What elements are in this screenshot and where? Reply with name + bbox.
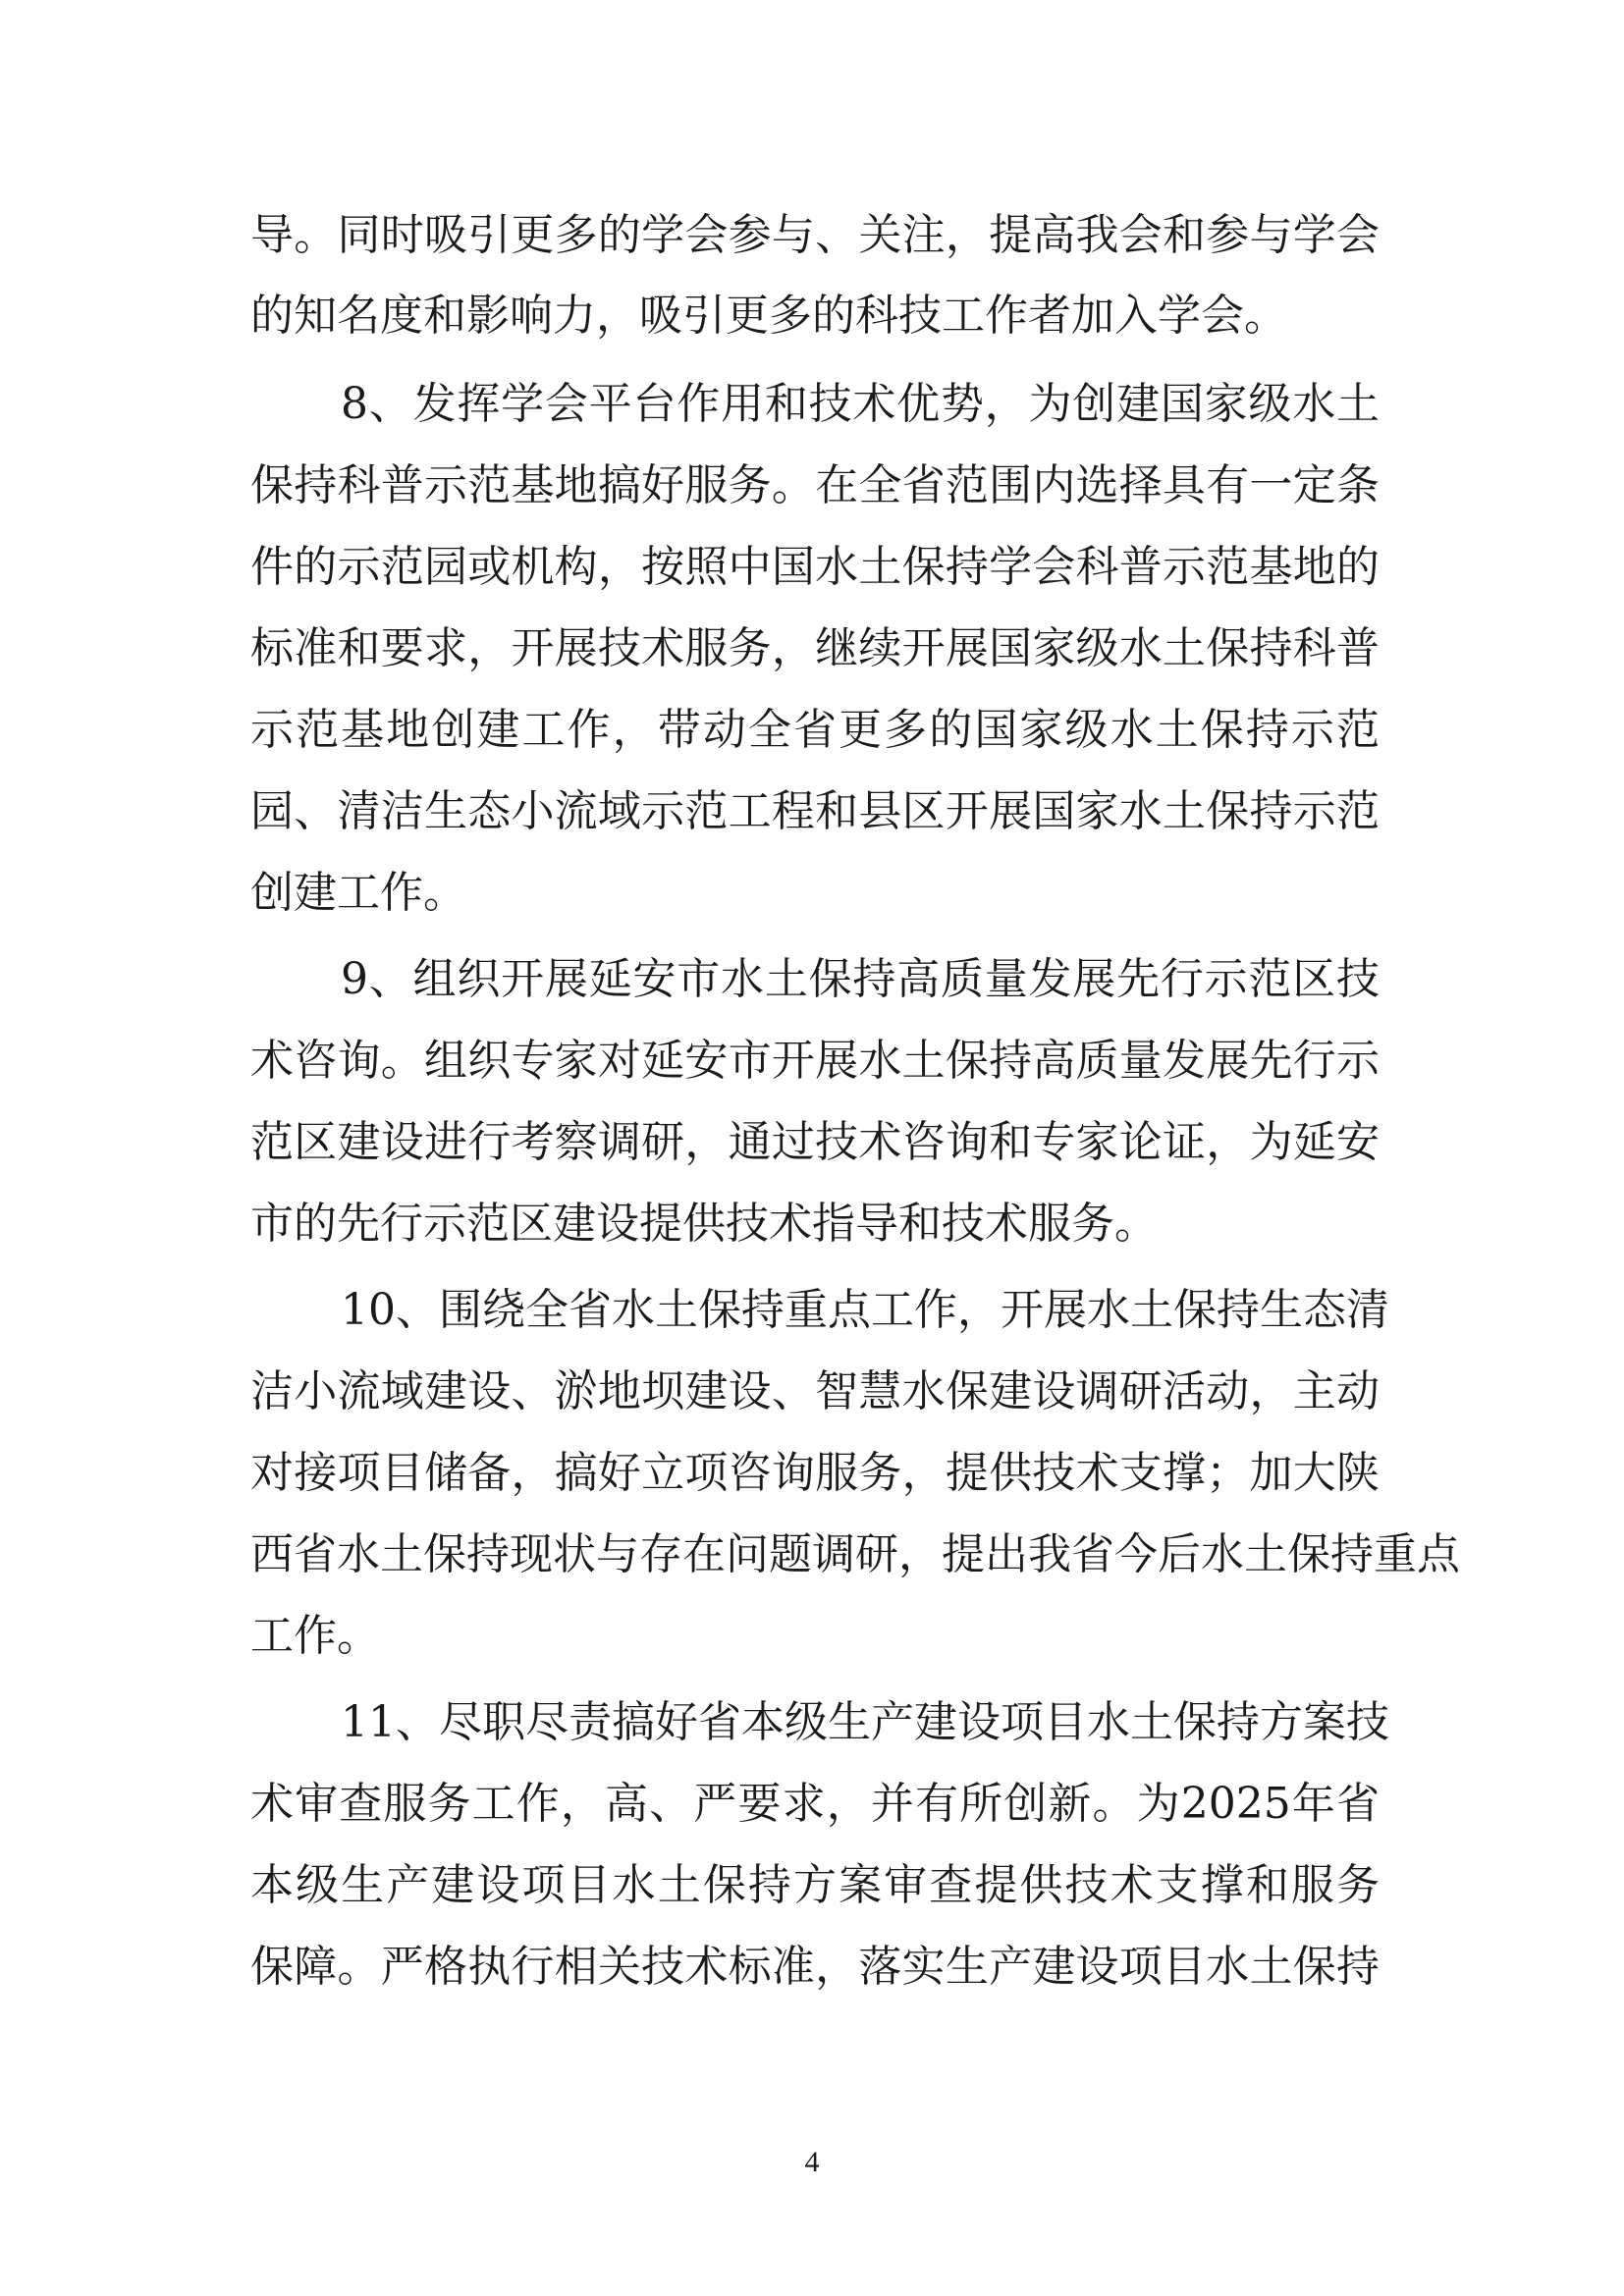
- text-line: 对接项目储备，搞好立项咨询服务，提供技术支撑；加大陕: [250, 1448, 1380, 1498]
- paragraph-11-first-line: 11、尽职尽责搞好省本级生产建设项目水土保持方案技: [341, 1697, 1389, 1747]
- text-line: 市的先行示范区建设提供技术指导和技术服务。: [250, 1199, 1158, 1249]
- text-line: 件的示范园或机构，按照中国水土保持学会科普示范基地的: [250, 542, 1380, 592]
- text-line: 示范基地创建工作，带动全省更多的国家级水土保持示范: [250, 705, 1380, 755]
- page-number: 4: [804, 2146, 820, 2178]
- text-line: 范区建设进行考察调研，通过技术咨询和专家论证，为延安: [250, 1117, 1380, 1167]
- text-line: 园、清洁生态小流域示范工程和县区开展国家水土保持示范: [250, 786, 1380, 836]
- text-line: 工作。: [250, 1611, 380, 1661]
- text-line: 的知名度和影响力，吸引更多的科技工作者加入学会。: [250, 291, 1287, 341]
- text-line: 本级生产建设项目水土保持方案审查提供技术支撑和服务: [250, 1860, 1380, 1910]
- text-line: 保障。严格执行相关技术标准，落实生产建设项目水土保持: [250, 1942, 1380, 1992]
- text-line: 术审查服务工作，高、严要求，并有所创新。为2025年省: [250, 1779, 1380, 1829]
- text-line: 洁小流域建设、淤地坝建设、智慧水保建设调研活动，主动: [250, 1366, 1380, 1416]
- text-line: 术咨询。组织专家对延安市开展水土保持高质量发展先行示: [250, 1036, 1380, 1086]
- paragraph-8-first-line: 8、发挥学会平台作用和技术优势，为创建国家级水土: [341, 379, 1380, 429]
- text-line: 导。同时吸引更多的学会参与、关注，提高我会和参与学会: [250, 210, 1380, 260]
- paragraph-9-first-line: 9、组织开展延安市水土保持高质量发展先行示范区技: [341, 954, 1380, 1004]
- text-line: 西省水土保持现状与存在问题调研，提出我省今后水土保持重点: [250, 1529, 1460, 1579]
- text-line: 标准和要求，开展技术服务，继续开展国家级水土保持科普: [250, 623, 1380, 673]
- text-line: 保持科普示范基地搞好服务。在全省范围内选择具有一定条: [250, 460, 1380, 510]
- text-line: 创建工作。: [250, 868, 466, 918]
- paragraph-10-first-line: 10、围绕全省水土保持重点工作，开展水土保持生态清: [341, 1285, 1389, 1335]
